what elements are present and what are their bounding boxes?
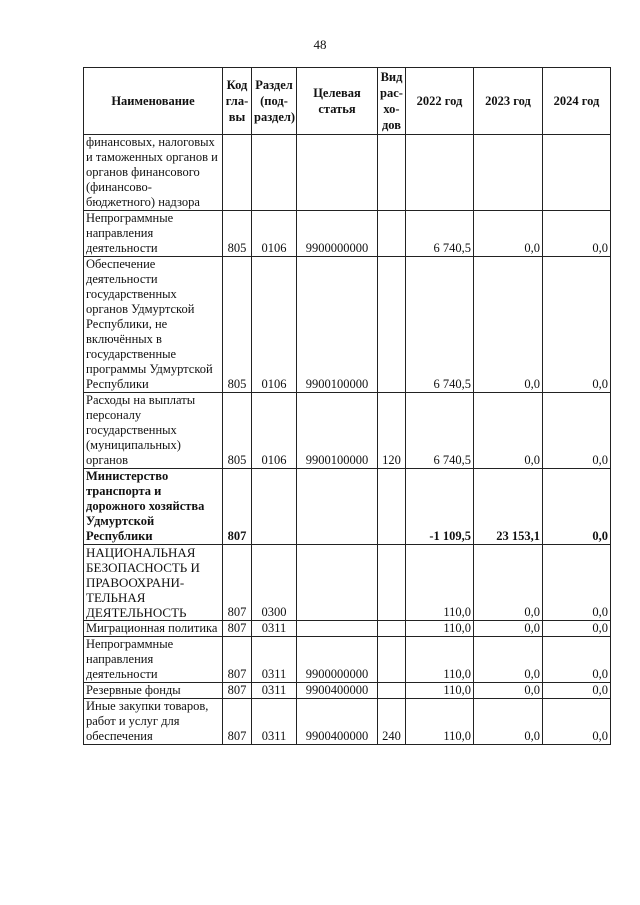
cell-tselevaya <box>297 135 378 211</box>
cell-kod-glavy: 805 <box>223 393 252 469</box>
page-number: 48 <box>313 37 327 52</box>
header-name: Наименование <box>84 68 223 135</box>
cell-2023: 0,0 <box>474 545 543 621</box>
table-row <box>84 211 611 257</box>
cell-2024: 0,0 <box>543 393 611 469</box>
table-row <box>84 683 611 699</box>
cell-vid <box>378 469 406 545</box>
cell-2024 <box>543 135 611 211</box>
cell-name: Непрограммные направления деятельности <box>84 211 223 257</box>
header-razdel: Раздел (под-раздел) <box>252 68 297 135</box>
cell-vid <box>378 257 406 393</box>
table-row <box>84 621 611 637</box>
cell-razdel: 0311 <box>252 637 297 683</box>
cell-2022 <box>406 135 474 211</box>
cell-name: НАЦИОНАЛЬНАЯ БЕЗОПАСНОСТЬ И ПРАВООХРАНИ-ТЕЛЬНАЯ ДЕЯТЕЛЬНОСТЬ <box>84 545 223 621</box>
table-row <box>84 545 611 621</box>
cell-vid <box>378 683 406 699</box>
cell-2022: 6 740,5 <box>406 393 474 469</box>
cell-2024: 0,0 <box>543 257 611 393</box>
cell-2023: 0,0 <box>474 621 543 637</box>
cell-tselevaya: 9900400000 <box>297 699 378 745</box>
cell-2022: 110,0 <box>406 699 474 745</box>
cell-name: финансовых, налоговых и таможенных органов и органов финансового (финансово-бюджетного) надзора <box>84 135 223 211</box>
table-header-row <box>84 68 611 135</box>
header-kod-glavy: Код гла-вы <box>223 68 252 135</box>
cell-name: Иные закупки товаров, работ и услуг для обеспечения <box>84 699 223 745</box>
cell-2023: 0,0 <box>474 637 543 683</box>
cell-name: Расходы на выплаты персоналу государственных (муниципальных) органов <box>84 393 223 469</box>
cell-2023: 0,0 <box>474 699 543 745</box>
cell-razdel: 0311 <box>252 699 297 745</box>
cell-vid <box>378 621 406 637</box>
cell-kod-glavy: 805 <box>223 257 252 393</box>
cell-2023: 23 153,1 <box>474 469 543 545</box>
cell-2023: 0,0 <box>474 257 543 393</box>
cell-razdel: 0106 <box>252 211 297 257</box>
cell-vid <box>378 135 406 211</box>
cell-tselevaya <box>297 469 378 545</box>
cell-2022: 110,0 <box>406 683 474 699</box>
cell-2022: 6 740,5 <box>406 257 474 393</box>
cell-2022: -1 109,5 <box>406 469 474 545</box>
cell-2024: 0,0 <box>543 683 611 699</box>
header-vid: Вид рас-хо-дов <box>378 68 406 135</box>
cell-razdel: 0106 <box>252 257 297 393</box>
cell-razdel <box>252 135 297 211</box>
cell-2024: 0,0 <box>543 699 611 745</box>
cell-name: Резервные фонды <box>84 683 223 699</box>
cell-2024: 0,0 <box>543 637 611 683</box>
header-2024: 2024 год <box>543 68 611 135</box>
cell-kod-glavy: 805 <box>223 211 252 257</box>
cell-2023 <box>474 135 543 211</box>
cell-kod-glavy: 807 <box>223 683 252 699</box>
cell-tselevaya: 9900000000 <box>297 211 378 257</box>
cell-vid: 240 <box>378 699 406 745</box>
cell-name: Обеспечение деятельности государственных органов Удмуртской Республики, не включённых в государственные программы Удмуртской Республики <box>84 257 223 393</box>
cell-2022: 110,0 <box>406 637 474 683</box>
cell-name: Министерство транспорта и дорожного хозяйства Удмуртской Республики <box>84 469 223 545</box>
table-row <box>84 135 611 211</box>
cell-vid <box>378 545 406 621</box>
cell-name: Непрограммные направления деятельности <box>84 637 223 683</box>
cell-kod-glavy: 807 <box>223 637 252 683</box>
cell-razdel: 0311 <box>252 621 297 637</box>
cell-vid: 120 <box>378 393 406 469</box>
cell-2023: 0,0 <box>474 211 543 257</box>
cell-kod-glavy <box>223 135 252 211</box>
cell-tselevaya <box>297 621 378 637</box>
cell-tselevaya: 9900100000 <box>297 393 378 469</box>
cell-kod-glavy: 807 <box>223 621 252 637</box>
header-2023: 2023 год <box>474 68 543 135</box>
cell-kod-glavy: 807 <box>223 469 252 545</box>
cell-razdel: 0106 <box>252 393 297 469</box>
cell-name: Миграционная политика <box>84 621 223 637</box>
header-2022: 2022 год <box>406 68 474 135</box>
cell-vid <box>378 637 406 683</box>
table-row <box>84 469 611 545</box>
cell-2023: 0,0 <box>474 683 543 699</box>
cell-kod-glavy: 807 <box>223 545 252 621</box>
cell-tselevaya: 9900100000 <box>297 257 378 393</box>
cell-2024: 0,0 <box>543 211 611 257</box>
table-row <box>84 637 611 683</box>
cell-razdel <box>252 469 297 545</box>
cell-razdel: 0311 <box>252 683 297 699</box>
header-tselevaya: Целевая статья <box>297 68 378 135</box>
cell-tselevaya: 9900400000 <box>297 683 378 699</box>
cell-tselevaya: 9900000000 <box>297 637 378 683</box>
cell-2022: 110,0 <box>406 545 474 621</box>
table-row <box>84 393 611 469</box>
budget-table <box>83 67 611 745</box>
cell-2024: 0,0 <box>543 545 611 621</box>
cell-kod-glavy: 807 <box>223 699 252 745</box>
cell-2022: 6 740,5 <box>406 211 474 257</box>
cell-2024: 0,0 <box>543 469 611 545</box>
table-body <box>84 135 611 745</box>
cell-2024: 0,0 <box>543 621 611 637</box>
table-row <box>84 257 611 393</box>
table-row <box>84 699 611 745</box>
cell-tselevaya <box>297 545 378 621</box>
cell-2023: 0,0 <box>474 393 543 469</box>
cell-razdel: 0300 <box>252 545 297 621</box>
cell-vid <box>378 211 406 257</box>
cell-2022: 110,0 <box>406 621 474 637</box>
